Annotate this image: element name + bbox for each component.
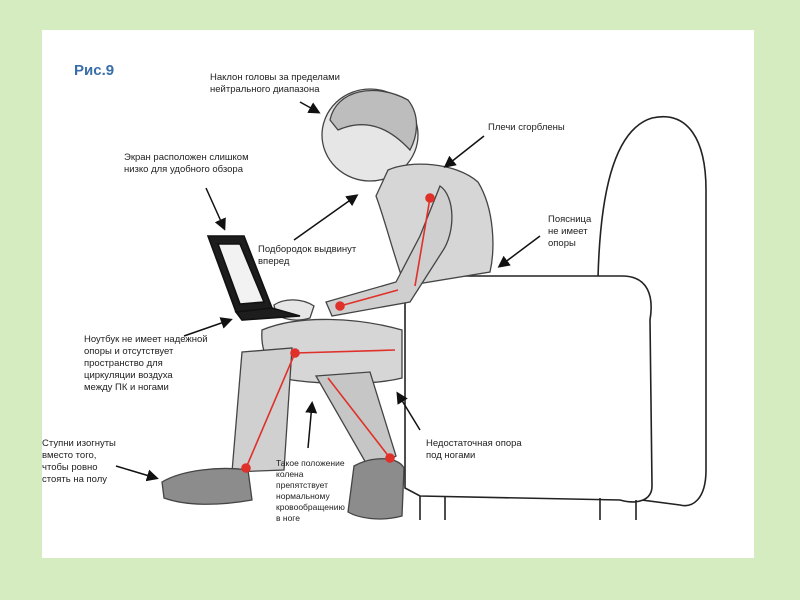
figure-title: Рис.9 [74, 62, 115, 79]
label-feet-support: Недостаточная опора под ногами [426, 438, 522, 461]
label-chin: Подбородок выдвинут вперед [258, 244, 357, 267]
label-head-tilt: Наклон головы за пределами нейтрального диапазона [210, 72, 340, 95]
label-laptop: Ноутбук не имеет надежной опоры и отсутствует пространство для циркуляции воздуха между ПК и ногами [84, 334, 208, 393]
label-lower-back: Поясница не имеет опоры [548, 214, 592, 249]
label-shoulders: Плечи сгорблены [488, 122, 565, 133]
label-knee: Такое положение колена препятствует нормальному кровообращению в ноге [276, 458, 345, 523]
label-screen: Экран расположен слишком низко для удобного обзора [124, 152, 249, 175]
label-feet: Ступни изогнуты вместо того, чтобы ровно стоять на полу [42, 438, 116, 485]
